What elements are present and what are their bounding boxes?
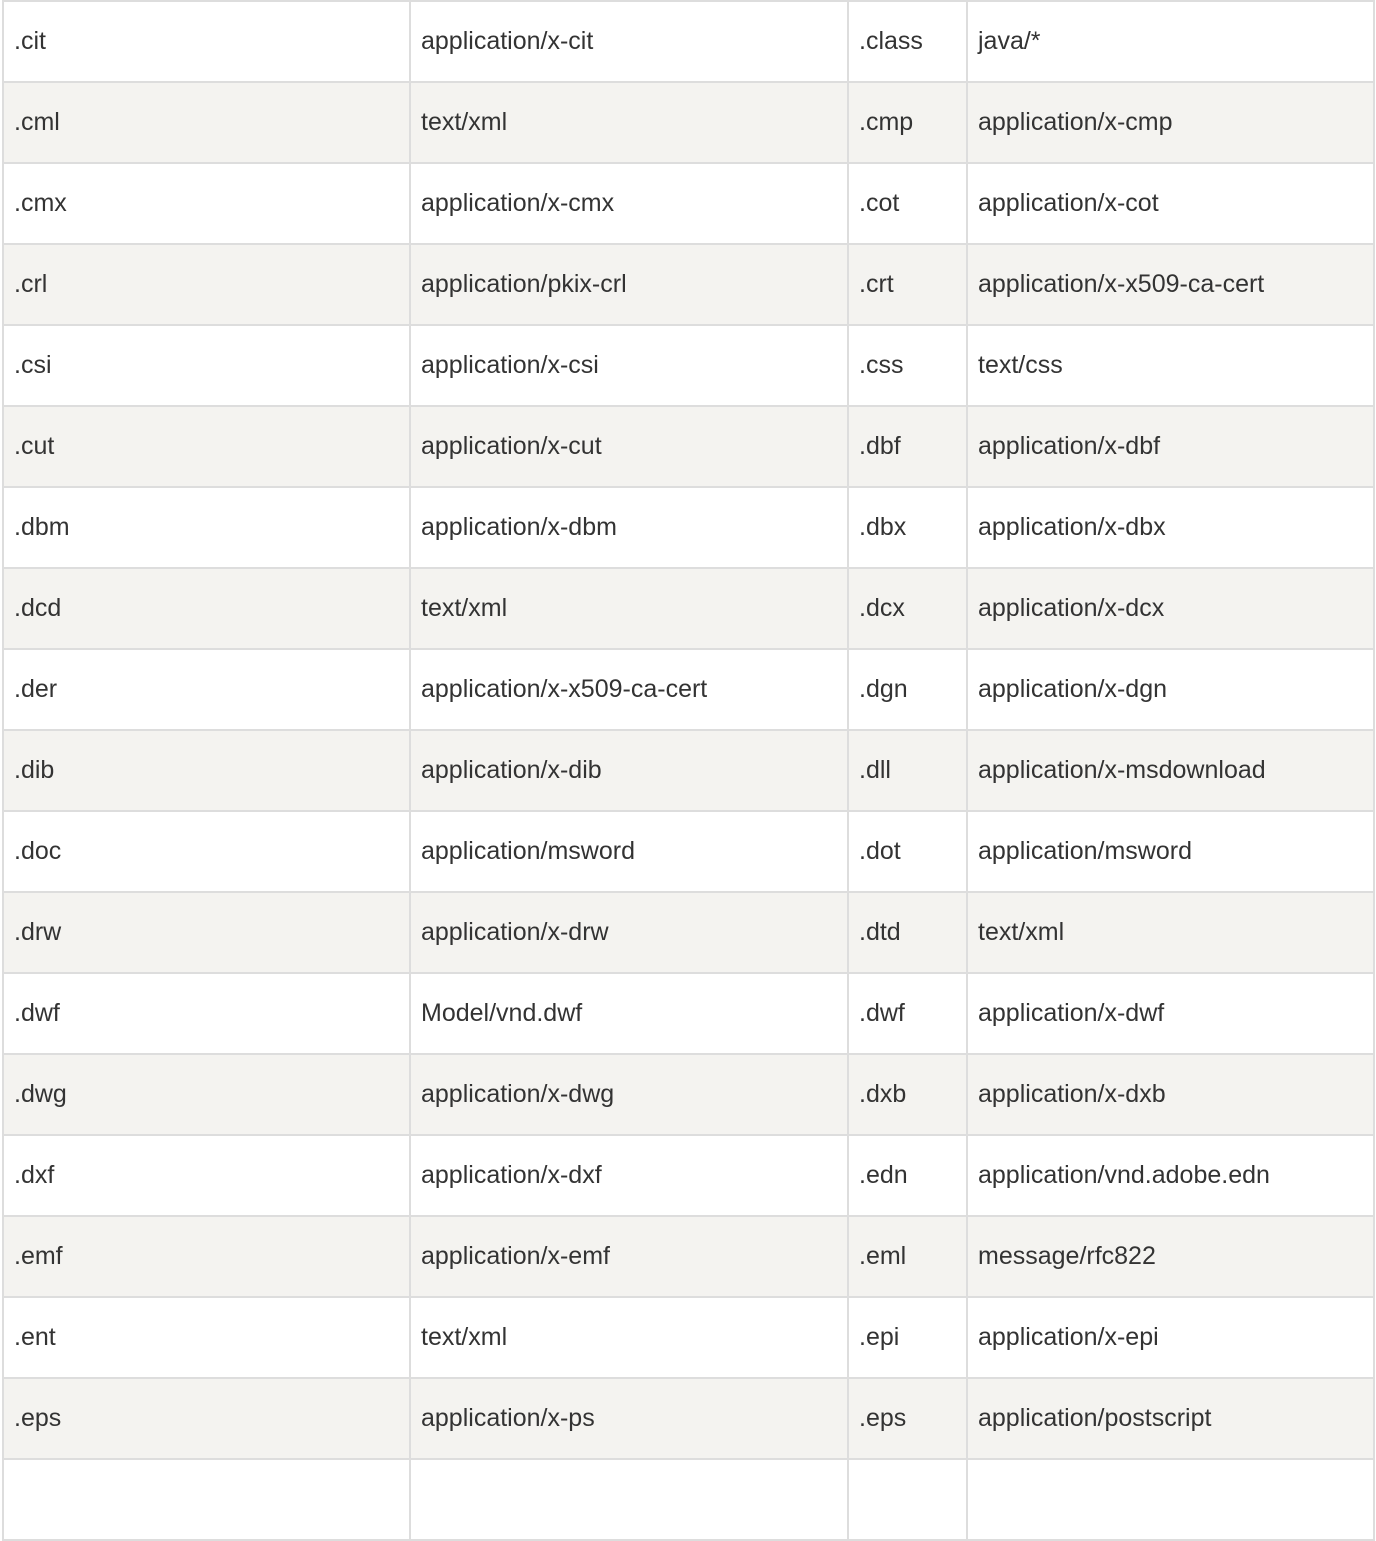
- extension-cell: .edn: [848, 1135, 967, 1216]
- mime-type-cell: application/x-dib: [410, 730, 848, 811]
- extension-cell: .dcd: [3, 568, 410, 649]
- extension-cell: .dib: [3, 730, 410, 811]
- mime-type-cell: java/*: [967, 1, 1374, 82]
- table-row: [3, 1054, 1374, 1135]
- table-row: [3, 1216, 1374, 1297]
- extension-cell: .dwf: [3, 973, 410, 1054]
- mime-type-cell: application/x-dwg: [410, 1054, 848, 1135]
- mime-type-cell: Model/vnd.dwf: [410, 973, 848, 1054]
- table-row: [3, 82, 1374, 163]
- extension-cell: .cmp: [848, 82, 967, 163]
- table-row: [3, 568, 1374, 649]
- extension-cell: .dwf: [848, 973, 967, 1054]
- mime-type-cell: application/x-emf: [410, 1216, 848, 1297]
- extension-cell: .epi: [848, 1297, 967, 1378]
- extension-cell: .crt: [848, 244, 967, 325]
- mime-type-cell: application/x-dwf: [967, 973, 1374, 1054]
- table-row: [3, 892, 1374, 973]
- mime-type-cell: application/x-dbx: [967, 487, 1374, 568]
- table-row: [3, 811, 1374, 892]
- extension-cell: .dbx: [848, 487, 967, 568]
- extension-cell: .css: [848, 325, 967, 406]
- table-row: [3, 1378, 1374, 1459]
- extension-cell: .dgn: [848, 649, 967, 730]
- extension-cell: .dbm: [3, 487, 410, 568]
- mime-type-cell: application/x-epi: [967, 1297, 1374, 1378]
- extension-cell: .eps: [848, 1378, 967, 1459]
- mime-type-cell: application/x-cmx: [410, 163, 848, 244]
- mime-type-cell: application/x-dgn: [967, 649, 1374, 730]
- table-row: [3, 244, 1374, 325]
- mime-type-cell: text/css: [967, 325, 1374, 406]
- extension-cell: .dtd: [848, 892, 967, 973]
- mime-type-cell: application/x-msdownload: [967, 730, 1374, 811]
- mime-type-cell: application/x-drw: [410, 892, 848, 973]
- extension-cell: .class: [848, 1, 967, 82]
- table-row: [3, 325, 1374, 406]
- extension-cell: .dll: [848, 730, 967, 811]
- table-row: [3, 163, 1374, 244]
- mime-type-cell: application/x-cit: [410, 1, 848, 82]
- extension-cell: .dcx: [848, 568, 967, 649]
- extension-cell: .cut: [3, 406, 410, 487]
- table-row: [3, 649, 1374, 730]
- mime-type-cell: text/xml: [410, 1297, 848, 1378]
- table-row: [3, 406, 1374, 487]
- table-row: [3, 1459, 1374, 1540]
- mime-type-cell: application/x-cmp: [967, 82, 1374, 163]
- mime-type-cell: application/x-dbf: [967, 406, 1374, 487]
- table-row: [3, 1135, 1374, 1216]
- extension-cell: .dxb: [848, 1054, 967, 1135]
- extension-cell: .dot: [848, 811, 967, 892]
- extension-cell: .cot: [848, 163, 967, 244]
- mime-type-cell: application/x-x509-ca-cert: [967, 244, 1374, 325]
- mime-type-cell: application/postscript: [967, 1378, 1374, 1459]
- mime-type-cell: [967, 1459, 1374, 1540]
- mime-type-cell: application/x-dbm: [410, 487, 848, 568]
- table-row: [3, 973, 1374, 1054]
- mime-type-cell: application/pkix-crl: [410, 244, 848, 325]
- extension-cell: .csi: [3, 325, 410, 406]
- mime-type-cell: application/msword: [410, 811, 848, 892]
- extension-cell: .dbf: [848, 406, 967, 487]
- extension-cell: .crl: [3, 244, 410, 325]
- extension-cell: .eml: [848, 1216, 967, 1297]
- extension-cell: .cit: [3, 1, 410, 82]
- extension-cell: [848, 1459, 967, 1540]
- mime-type-cell: application/x-dcx: [967, 568, 1374, 649]
- mime-type-table: [2, 0, 1375, 1541]
- mime-type-cell: application/x-dxf: [410, 1135, 848, 1216]
- table-row: [3, 1297, 1374, 1378]
- extension-cell: .emf: [3, 1216, 410, 1297]
- extension-cell: .der: [3, 649, 410, 730]
- mime-type-cell: application/vnd.adobe.edn: [967, 1135, 1374, 1216]
- mime-type-cell: text/xml: [410, 82, 848, 163]
- mime-type-cell: text/xml: [410, 568, 848, 649]
- mime-type-cell: text/xml: [967, 892, 1374, 973]
- mime-type-cell: application/x-ps: [410, 1378, 848, 1459]
- table-body: [3, 1, 1374, 1540]
- table-row: [3, 1, 1374, 82]
- mime-type-cell: application/x-dxb: [967, 1054, 1374, 1135]
- mime-type-cell: application/x-csi: [410, 325, 848, 406]
- mime-type-cell: application/x-x509-ca-cert: [410, 649, 848, 730]
- mime-type-cell: application/x-cut: [410, 406, 848, 487]
- extension-cell: [3, 1459, 410, 1540]
- extension-cell: .dwg: [3, 1054, 410, 1135]
- extension-cell: .drw: [3, 892, 410, 973]
- table-row: [3, 487, 1374, 568]
- extension-cell: .doc: [3, 811, 410, 892]
- mime-type-cell: [410, 1459, 848, 1540]
- extension-cell: .ent: [3, 1297, 410, 1378]
- extension-cell: .cmx: [3, 163, 410, 244]
- extension-cell: .cml: [3, 82, 410, 163]
- table-row: [3, 730, 1374, 811]
- extension-cell: .eps: [3, 1378, 410, 1459]
- mime-type-cell: application/x-cot: [967, 163, 1374, 244]
- extension-cell: .dxf: [3, 1135, 410, 1216]
- mime-type-cell: application/msword: [967, 811, 1374, 892]
- mime-type-cell: message/rfc822: [967, 1216, 1374, 1297]
